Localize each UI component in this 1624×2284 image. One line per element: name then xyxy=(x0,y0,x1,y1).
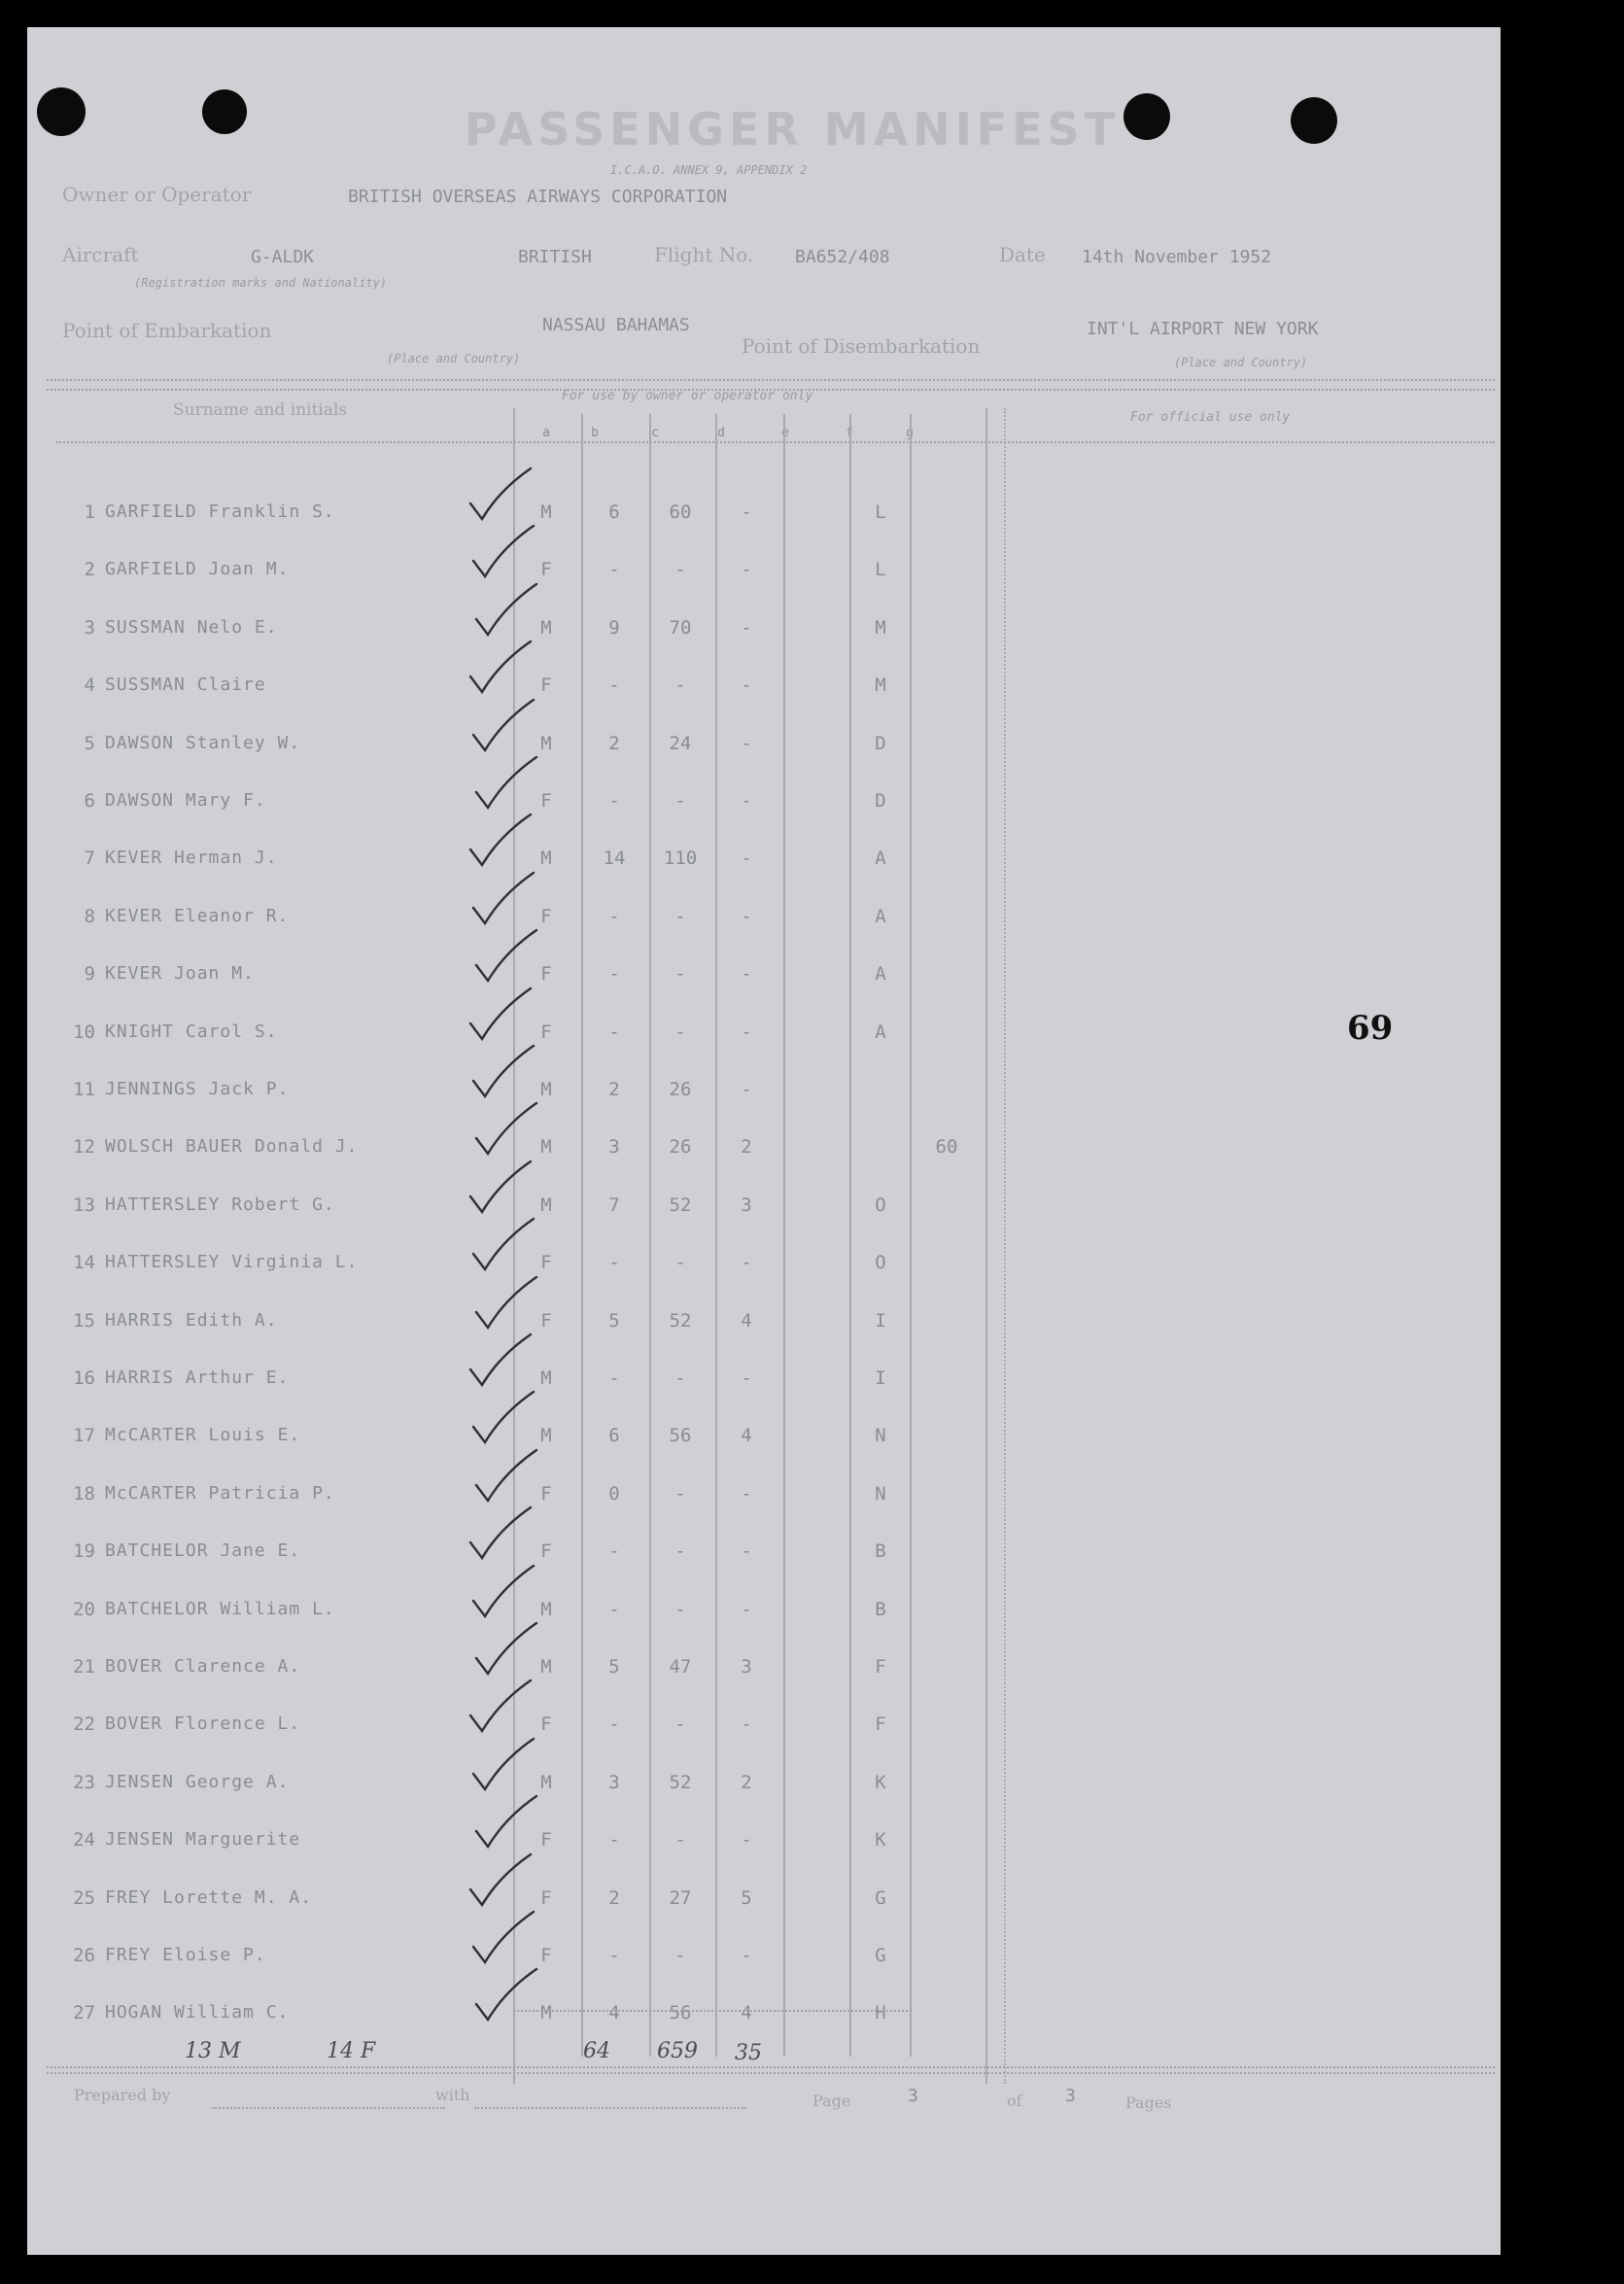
cell-a: F xyxy=(540,1945,552,1966)
passenger-name: JENSEN Marguerite xyxy=(105,1829,301,1850)
row-number: 12 xyxy=(73,1136,95,1158)
cell-f: L xyxy=(875,502,886,523)
cell-a: M xyxy=(540,733,552,754)
cell-b: - xyxy=(608,675,620,696)
cell-d: 2 xyxy=(741,1772,752,1793)
check-mark-icon xyxy=(469,869,537,927)
check-mark-icon xyxy=(472,1965,540,2024)
row-number: 15 xyxy=(73,1310,95,1332)
passenger-name: McCARTER Patricia P. xyxy=(105,1483,335,1504)
aircraft-nationality: BRITISH xyxy=(518,247,592,267)
cell-d: - xyxy=(741,906,752,927)
with-line xyxy=(474,2107,746,2109)
passenger-name: KEVER Herman J. xyxy=(105,848,278,868)
cell-b: 6 xyxy=(608,1425,620,1446)
check-mark-icon xyxy=(472,753,540,812)
check-mark-icon xyxy=(472,1446,540,1505)
passenger-name: KNIGHT Carol S. xyxy=(105,1021,278,1042)
check-mark-icon xyxy=(469,522,537,580)
total-weight: 659 xyxy=(657,2039,698,2063)
cell-b: 3 xyxy=(608,1772,620,1793)
check-mark-icon xyxy=(466,1331,535,1389)
passenger-name: SUSSMAN Nelo E. xyxy=(105,617,278,638)
col-letter-c: c xyxy=(651,426,659,440)
cell-f: A xyxy=(875,848,886,869)
cell-b: - xyxy=(608,1367,620,1389)
cell-a: M xyxy=(540,1425,552,1446)
cell-f: O xyxy=(875,1194,886,1216)
manifest-subtitle: I.C.A.O. ANNEX 9, APPENDIX 2 xyxy=(610,163,808,177)
place-note: (Place and Country) xyxy=(387,352,521,365)
cell-c: 52 xyxy=(669,1194,692,1216)
flight-label: Flight No. xyxy=(654,243,754,266)
row-number: 8 xyxy=(84,906,95,927)
cell-b: - xyxy=(608,1540,620,1562)
page-label: Page xyxy=(812,2092,851,2110)
column-divider xyxy=(985,408,987,2084)
passenger-name: GARFIELD Joan M. xyxy=(105,559,290,579)
flight-value: BA652/408 xyxy=(795,247,890,267)
cell-d: 4 xyxy=(741,1310,752,1332)
cell-b: 5 xyxy=(608,1656,620,1678)
operator-value: BRITISH OVERSEAS AIRWAYS CORPORATION xyxy=(348,187,728,207)
right-margin-line xyxy=(1004,408,1006,2084)
cell-c: - xyxy=(674,1540,686,1562)
cell-d: - xyxy=(741,559,752,580)
with-label: with xyxy=(435,2086,470,2104)
passenger-name: JENNINGS Jack P. xyxy=(105,1079,290,1099)
cell-c: 47 xyxy=(669,1656,692,1678)
row-number: 7 xyxy=(84,848,95,869)
check-mark-icon xyxy=(469,1562,537,1620)
cell-a: M xyxy=(540,1136,552,1158)
cell-a: F xyxy=(540,559,552,580)
total-pieces: 64 xyxy=(583,2039,610,2063)
total-male: 13 M xyxy=(185,2039,241,2063)
footer-rule xyxy=(47,2072,1495,2074)
cell-c: 26 xyxy=(669,1136,692,1158)
passenger-name: GARFIELD Franklin S. xyxy=(105,502,335,522)
row-number: 6 xyxy=(84,790,95,812)
col-letter-a: a xyxy=(542,426,550,440)
cell-a: M xyxy=(540,848,552,869)
cell-f: O xyxy=(875,1252,886,1273)
cell-f: K xyxy=(875,1772,886,1793)
manifest-title: PASSENGER MANIFEST xyxy=(465,103,1121,156)
cell-d: - xyxy=(741,1079,752,1100)
cell-f: D xyxy=(875,733,886,754)
cell-b: 5 xyxy=(608,1310,620,1332)
check-mark-icon xyxy=(466,1158,535,1216)
cell-f: M xyxy=(875,675,886,696)
of-label: of xyxy=(1007,2092,1022,2110)
cell-b: - xyxy=(608,1252,620,1273)
total-female: 14 F xyxy=(327,2039,376,2063)
archive-stamp-number: 69 xyxy=(1347,1009,1394,1048)
cell-a: F xyxy=(540,963,552,985)
cell-a: F xyxy=(540,1713,552,1735)
cell-b: - xyxy=(608,1713,620,1735)
cell-a: F xyxy=(540,790,552,812)
cell-f: D xyxy=(875,790,886,812)
check-mark-icon xyxy=(466,1677,535,1735)
check-mark-icon xyxy=(472,580,540,639)
column-divider xyxy=(783,414,785,2057)
cell-f: I xyxy=(875,1367,886,1389)
prepared-by-label: Prepared by xyxy=(74,2086,171,2104)
passenger-name: HARRIS Arthur E. xyxy=(105,1367,290,1388)
cell-d: - xyxy=(741,1252,752,1273)
cell-a: F xyxy=(540,1483,552,1505)
cell-c: - xyxy=(674,963,686,985)
header-rule xyxy=(47,379,1495,381)
embarkation-label: Point of Embarkation xyxy=(62,319,272,342)
cell-d: - xyxy=(741,848,752,869)
cell-a: M xyxy=(540,1656,552,1678)
cell-a: F xyxy=(540,1252,552,1273)
punch-hole xyxy=(1123,93,1170,140)
cell-a: M xyxy=(540,1367,552,1389)
check-mark-icon xyxy=(466,465,535,523)
passenger-name: BOVER Clarence A. xyxy=(105,1656,301,1677)
row-number: 1 xyxy=(84,502,95,523)
row-number: 11 xyxy=(73,1079,95,1100)
check-mark-icon xyxy=(466,638,535,696)
page-value: 3 xyxy=(908,2086,918,2106)
passenger-name: KEVER Joan M. xyxy=(105,963,255,984)
cell-b: 9 xyxy=(608,617,620,639)
cell-c: 56 xyxy=(669,2002,692,2024)
passenger-name: BATCHELOR William L. xyxy=(105,1599,335,1619)
row-number: 23 xyxy=(73,1772,95,1793)
cell-b: - xyxy=(608,559,620,580)
row-number: 24 xyxy=(73,1829,95,1851)
date-value: 14th November 1952 xyxy=(1082,247,1272,267)
cell-a: F xyxy=(540,1021,552,1043)
aircraft-reg: G-ALDK xyxy=(251,247,315,267)
passenger-name: DAWSON Mary F. xyxy=(105,790,266,811)
check-mark-icon xyxy=(469,1215,537,1273)
cell-d: 4 xyxy=(741,2002,752,2024)
cell-f: H xyxy=(875,2002,886,2024)
cell-d: - xyxy=(741,963,752,985)
row-number: 18 xyxy=(73,1483,95,1505)
name-column-header: Surname and initials xyxy=(173,400,348,420)
cell-a: F xyxy=(540,675,552,696)
cell-d: 2 xyxy=(741,1136,752,1158)
passenger-name: BATCHELOR Jane E. xyxy=(105,1540,301,1561)
cell-a: F xyxy=(540,906,552,927)
row-number: 26 xyxy=(73,1945,95,1966)
cell-d: - xyxy=(741,502,752,523)
row-number: 21 xyxy=(73,1656,95,1678)
cell-c: - xyxy=(674,675,686,696)
cell-b: 7 xyxy=(608,1194,620,1216)
check-mark-icon xyxy=(466,811,535,869)
cell-d: - xyxy=(741,675,752,696)
cell-f: G xyxy=(875,1887,886,1909)
cell-c: - xyxy=(674,1945,686,1966)
passenger-name: KEVER Eleanor R. xyxy=(105,906,290,926)
passenger-name: FREY Lorette M. A. xyxy=(105,1887,313,1908)
check-mark-icon xyxy=(472,1792,540,1851)
row-number: 4 xyxy=(84,675,95,696)
check-mark-icon xyxy=(469,1735,537,1793)
passenger-name: DAWSON Stanley W. xyxy=(105,733,301,753)
cell-d: 3 xyxy=(741,1656,752,1678)
column-divider xyxy=(849,414,851,2057)
cell-f: A xyxy=(875,963,886,985)
cell-c: 26 xyxy=(669,1079,692,1100)
passenger-name: JENSEN George A. xyxy=(105,1772,290,1792)
disembarkation-value: INT'L AIRPORT NEW YORK xyxy=(1087,319,1319,339)
cell-f: G xyxy=(875,1945,886,1966)
cell-b: - xyxy=(608,1945,620,1966)
cell-b: - xyxy=(608,963,620,985)
check-mark-icon xyxy=(469,1042,537,1100)
cell-a: M xyxy=(540,2002,552,2024)
check-mark-icon xyxy=(472,1619,540,1678)
punch-hole xyxy=(202,89,247,134)
cell-c: 70 xyxy=(669,617,692,639)
row-number: 25 xyxy=(73,1887,95,1909)
pages-label: Pages xyxy=(1125,2094,1172,2112)
cell-d: - xyxy=(741,1599,752,1620)
cell-d: - xyxy=(741,733,752,754)
row-number: 13 xyxy=(73,1194,95,1216)
cell-a: F xyxy=(540,1887,552,1909)
cell-b: 3 xyxy=(608,1136,620,1158)
passenger-name: HARRIS Edith A. xyxy=(105,1310,278,1331)
cell-b: - xyxy=(608,1829,620,1851)
cell-a: M xyxy=(540,1772,552,1793)
cell-f: M xyxy=(875,617,886,639)
cell-b: - xyxy=(608,1021,620,1043)
registration-note: (Registration marks and Nationality) xyxy=(134,276,388,290)
cell-b: 2 xyxy=(608,733,620,754)
cell-a: F xyxy=(540,1310,552,1332)
cell-b: 6 xyxy=(608,502,620,523)
passenger-name: HATTERSLEY Robert G. xyxy=(105,1194,335,1215)
column-divider xyxy=(649,414,651,2057)
col-letter-f: f xyxy=(846,426,853,440)
place-note-2: (Place and Country) xyxy=(1174,356,1308,369)
cell-f: F xyxy=(875,1656,886,1678)
column-divider xyxy=(581,414,583,2057)
row-number: 16 xyxy=(73,1367,95,1389)
col-letter-d: d xyxy=(717,426,725,440)
cell-d: - xyxy=(741,1021,752,1043)
cell-a: M xyxy=(540,1194,552,1216)
cell-c: - xyxy=(674,1599,686,1620)
aircraft-label: Aircraft xyxy=(62,243,139,266)
cell-f: B xyxy=(875,1540,886,1562)
cell-c: - xyxy=(674,1483,686,1505)
cell-f: B xyxy=(875,1599,886,1620)
row-number: 3 xyxy=(84,617,95,639)
check-mark-icon xyxy=(472,1099,540,1158)
cell-b: 2 xyxy=(608,1079,620,1100)
row-number: 20 xyxy=(73,1599,95,1620)
passenger-name: FREY Eloise P. xyxy=(105,1945,266,1965)
cell-c: - xyxy=(674,1829,686,1851)
col-letter-b: b xyxy=(591,426,599,440)
cell-d: - xyxy=(741,1829,752,1851)
cell-c: - xyxy=(674,559,686,580)
punch-hole xyxy=(37,87,86,136)
cell-c: 24 xyxy=(669,733,692,754)
cell-d: 5 xyxy=(741,1887,752,1909)
cell-c: 52 xyxy=(669,1772,692,1793)
cell-d: - xyxy=(741,1540,752,1562)
cell-d: 3 xyxy=(741,1194,752,1216)
passenger-name: HATTERSLEY Virginia L. xyxy=(105,1252,359,1272)
cell-f: A xyxy=(875,906,886,927)
passenger-name: McCARTER Louis E. xyxy=(105,1425,301,1445)
row-number: 22 xyxy=(73,1713,95,1735)
cell-f: K xyxy=(875,1829,886,1851)
cell-a: M xyxy=(540,617,552,639)
cell-b: - xyxy=(608,790,620,812)
cell-b: 14 xyxy=(603,848,626,869)
cell-d: - xyxy=(741,1367,752,1389)
cell-a: F xyxy=(540,1540,552,1562)
cell-c: 110 xyxy=(663,848,698,869)
cell-d: - xyxy=(741,617,752,639)
of-value: 3 xyxy=(1065,2086,1076,2106)
col-letter-e: e xyxy=(781,426,789,440)
cell-c: 60 xyxy=(669,502,692,523)
passenger-name: SUSSMAN Claire xyxy=(105,675,266,695)
cell-d: - xyxy=(741,790,752,812)
check-mark-icon xyxy=(472,926,540,985)
check-mark-icon xyxy=(469,1908,537,1966)
row-number: 19 xyxy=(73,1540,95,1562)
official-use-header: For official use only xyxy=(1130,410,1291,425)
cell-f: N xyxy=(875,1425,886,1446)
check-mark-icon xyxy=(466,985,535,1043)
cell-d: - xyxy=(741,1713,752,1735)
cell-c: - xyxy=(674,1252,686,1273)
row-number: 10 xyxy=(73,1021,95,1043)
date-label: Date xyxy=(999,243,1046,266)
cell-b: 2 xyxy=(608,1887,620,1909)
punch-hole xyxy=(1291,97,1337,144)
cell-b: - xyxy=(608,906,620,927)
check-mark-icon xyxy=(469,696,537,754)
row-number: 14 xyxy=(73,1252,95,1273)
cell-b: 4 xyxy=(608,2002,620,2024)
row-number: 5 xyxy=(84,733,95,754)
cell-a: M xyxy=(540,1079,552,1100)
row-number: 2 xyxy=(84,559,95,580)
cell-c: 27 xyxy=(669,1887,692,1909)
passenger-name: BOVER Florence L. xyxy=(105,1713,301,1734)
cell-f: A xyxy=(875,1021,886,1043)
cell-c: 52 xyxy=(669,1310,692,1332)
cell-d: - xyxy=(741,1945,752,1966)
cell-f: N xyxy=(875,1483,886,1505)
operator-use-header: For use by owner or operator only xyxy=(562,389,813,403)
cell-f: F xyxy=(875,1713,886,1735)
manifest-sheet xyxy=(27,27,1501,2255)
check-mark-icon xyxy=(469,1388,537,1446)
col-letter-g: g xyxy=(906,426,914,440)
cell-a: F xyxy=(540,1829,552,1851)
check-mark-icon xyxy=(472,1273,540,1332)
cell-c: - xyxy=(674,1021,686,1043)
cell-c: - xyxy=(674,790,686,812)
passenger-name: HOGAN William C. xyxy=(105,2002,290,2023)
cell-b: - xyxy=(608,1599,620,1620)
cell-a: M xyxy=(540,1599,552,1620)
cell-f: L xyxy=(875,559,886,580)
cell-c: - xyxy=(674,1713,686,1735)
column-divider xyxy=(715,414,717,2057)
cell-d: - xyxy=(741,1483,752,1505)
passenger-name: WOLSCH BAUER Donald J. xyxy=(105,1136,359,1157)
cell-c: - xyxy=(674,906,686,927)
cell-c: 56 xyxy=(669,1425,692,1446)
operator-label: Owner or Operator xyxy=(62,183,252,206)
check-mark-icon xyxy=(466,1504,535,1562)
prepared-by-line xyxy=(212,2107,445,2109)
cell-f: I xyxy=(875,1310,886,1332)
total-d: 35 xyxy=(735,2041,762,2065)
cell-a: M xyxy=(540,502,552,523)
row-number: 9 xyxy=(84,963,95,985)
cell-b: 0 xyxy=(608,1483,620,1505)
disembarkation-label: Point of Disembarkation xyxy=(742,334,981,358)
cell-d: 4 xyxy=(741,1425,752,1446)
footer-rule xyxy=(47,2066,1495,2068)
column-divider xyxy=(910,414,912,2057)
table-header-rule xyxy=(56,441,1495,443)
row-number: 27 xyxy=(73,2002,95,2024)
cell-c: - xyxy=(674,1367,686,1389)
cell-g: 60 xyxy=(935,1136,958,1158)
check-mark-icon xyxy=(466,1851,535,1909)
embarkation-value: NASSAU BAHAMAS xyxy=(542,315,690,335)
row-number: 17 xyxy=(73,1425,95,1446)
totals-rule xyxy=(513,2010,912,2012)
